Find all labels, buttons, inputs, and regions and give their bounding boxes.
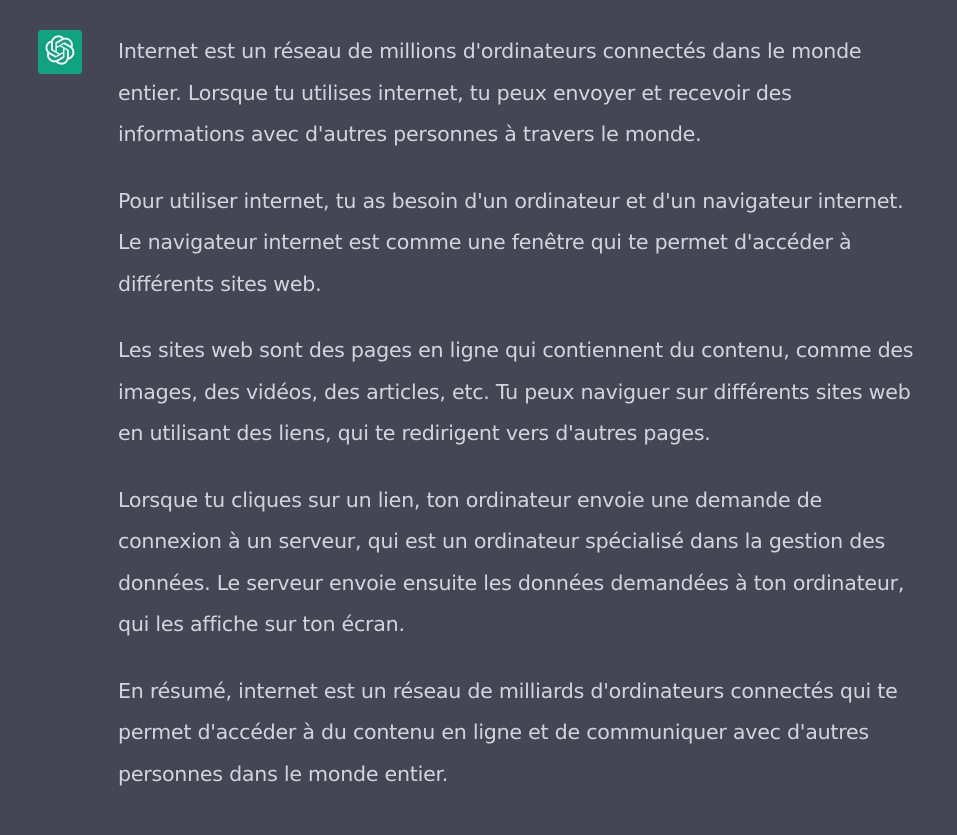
- text-line: informations avec d'autres personnes à travers le monde.: [118, 122, 702, 146]
- text-line: en utilisant des liens, qui te redirigent vers d'autres pages.: [118, 421, 711, 445]
- assistant-avatar: [38, 30, 82, 74]
- text-line: données. Le serveur envoie ensuite les données demandées à ton ordinateur,: [118, 570, 905, 595]
- text-line: Les sites web sont des pages en ligne qui contiennent du contenu, comme des: [118, 338, 914, 362]
- paragraph: [118, 480, 957, 646]
- text-line: différents sites web.: [118, 271, 322, 296]
- message-content: [118, 31, 957, 820]
- text-line: Pour utiliser internet, tu as besoin d'un ordinateur et d'un navigateur internet.: [118, 188, 904, 213]
- text-line: En résumé, internet est un réseau de milliards d'ordinateurs connectés qui te: [118, 678, 898, 703]
- text-line: Lorsque tu cliques sur un lien, ton ordinateur envoie une demande de: [118, 487, 822, 512]
- text-line: Internet est un réseau de millions d'ordinateurs connectés dans le monde: [118, 39, 862, 63]
- paragraph: [118, 330, 957, 455]
- text-line: permet d'accéder à du contenu en ligne et de communiquer avec d'autres: [118, 720, 869, 744]
- text-line: qui les affiche sur ton écran.: [118, 612, 405, 636]
- paragraph: [118, 31, 957, 156]
- text-line: personnes dans le monde entier.: [118, 761, 449, 786]
- paragraph: [118, 181, 957, 306]
- paragraph: [118, 671, 957, 796]
- text-line: images, des vidéos, des articles, etc. Tu peux naviguer sur différents sites web: [118, 379, 911, 404]
- openai-logo-icon: [45, 35, 75, 70]
- text-line: Le navigateur internet est comme une fenêtre qui te permet d'accéder à: [118, 230, 852, 254]
- text-line: entier. Lorsque tu utilises internet, tu peux envoyer et recevoir des: [118, 80, 792, 105]
- text-line: connexion à un serveur, qui est un ordinateur spécialisé dans la gestion des: [118, 529, 886, 553]
